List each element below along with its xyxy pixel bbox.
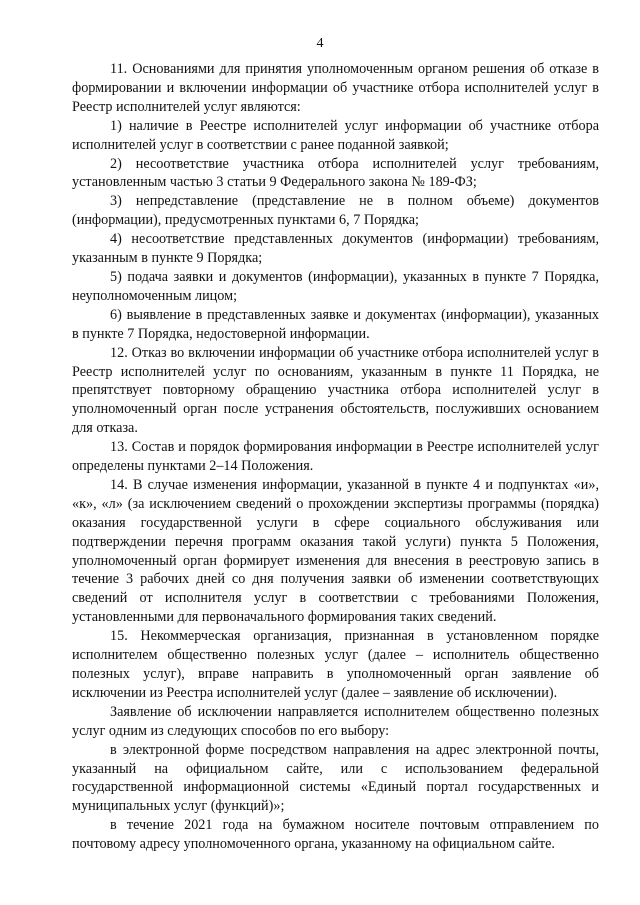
paragraph-15-method-electronic: в электронной форме посредством направления на адрес электронной почты, указанный на официальном сайте, или с использованием федеральной государственной информационной системы «Единый портал государственных и муниципальных услуг (функций)»; [72,741,599,815]
paragraph-13: 13. Состав и порядок формирования информации в Реестре исполнителей услуг определены пунктами 2–14 Положения. [72,439,599,475]
document-body [72,60,599,854]
paragraph-15-method-paper: в течение 2021 года на бумажном носителе почтовым отправлением по почтовому адресу уполномоченного органа, указанному на официальном сайте. [72,817,599,853]
paragraph-11-item-5: 5) подача заявки и документов (информации), указанных в пункте 7 Порядка, неуполномоченным лицом; [72,268,599,304]
paragraph-15-submission: Заявление об исключении направляется исполнителем общественно полезных услуг одним из следующих способов по его выбору: [72,703,599,739]
paragraph-11: 11. Основаниями для принятия уполномоченным органом решения об отказе в формировании и включении информации об участнике отбора исполнителей услуг в Реестр исполнителей услуг являются: [72,61,599,115]
paragraph-11-item-1: 1) наличие в Реестре исполнителей услуг информации об участнике отбора исполнителей услуг в соответствии с ранее поданной заявкой; [72,117,599,153]
paragraph-15: 15. Некоммерческая организация, признанная в установленном порядке исполнителем общественно полезных услуг (далее – исполнитель общественно полезных услуг), вправе направить в уполномоченный орган заявление об исключении из Реестра исполнителей услуг (далее – заявление об исключении). [72,628,599,701]
paragraph-11-item-2: 2) несоответствие участника отбора исполнителей услуг требованиям, установленным частью 3 статьи 9 Федерального закона № 189-ФЗ; [72,155,599,191]
paragraph-11-item-3: 3) непредставление (представление не в полном объеме) документов (информации), предусмотренных пунктами 6, 7 Порядка; [72,193,599,229]
paragraph-14: 14. В случае изменения информации, указанной в пункте 4 и подпунктах «и», «к», «л» (за исключением сведений о прохождении экспертизы программы (порядка) оказания государственной услуги в сфере социального обслуживания или подтверждении перечня программ оказания такой услуги) пункта 5 Положения, уполномоченный орган формирует изменения для внесения в реестровую запись в течение 3 рабочих дней со дня получения заявки об изменении соответствующих сведений от исполнителя услуг в соответствии с требованиями Положения, установленными для первоначального формирования таких сведений. [72,476,599,626]
paragraph-11-item-4: 4) несоответствие представленных документов (информации) требованиям, указанным в пункте 9 Порядка; [72,231,599,267]
paragraph-11-item-6: 6) выявление в представленных заявке и документах (информации), указанных в пункте 7 Порядка, недостоверной информации. [72,306,599,342]
paragraph-12: 12. Отказ во включении информации об участнике отбора исполнителей услуг в Реестр исполнителей услуг по основаниям, указанным в пункте 11 Порядка, не препятствует повторному обращению участника отбора исполнителей услуг в уполномоченный орган после устранения обстоятельств, послуживших основанием для отказа. [72,344,599,437]
page-number: 4 [316,36,324,51]
